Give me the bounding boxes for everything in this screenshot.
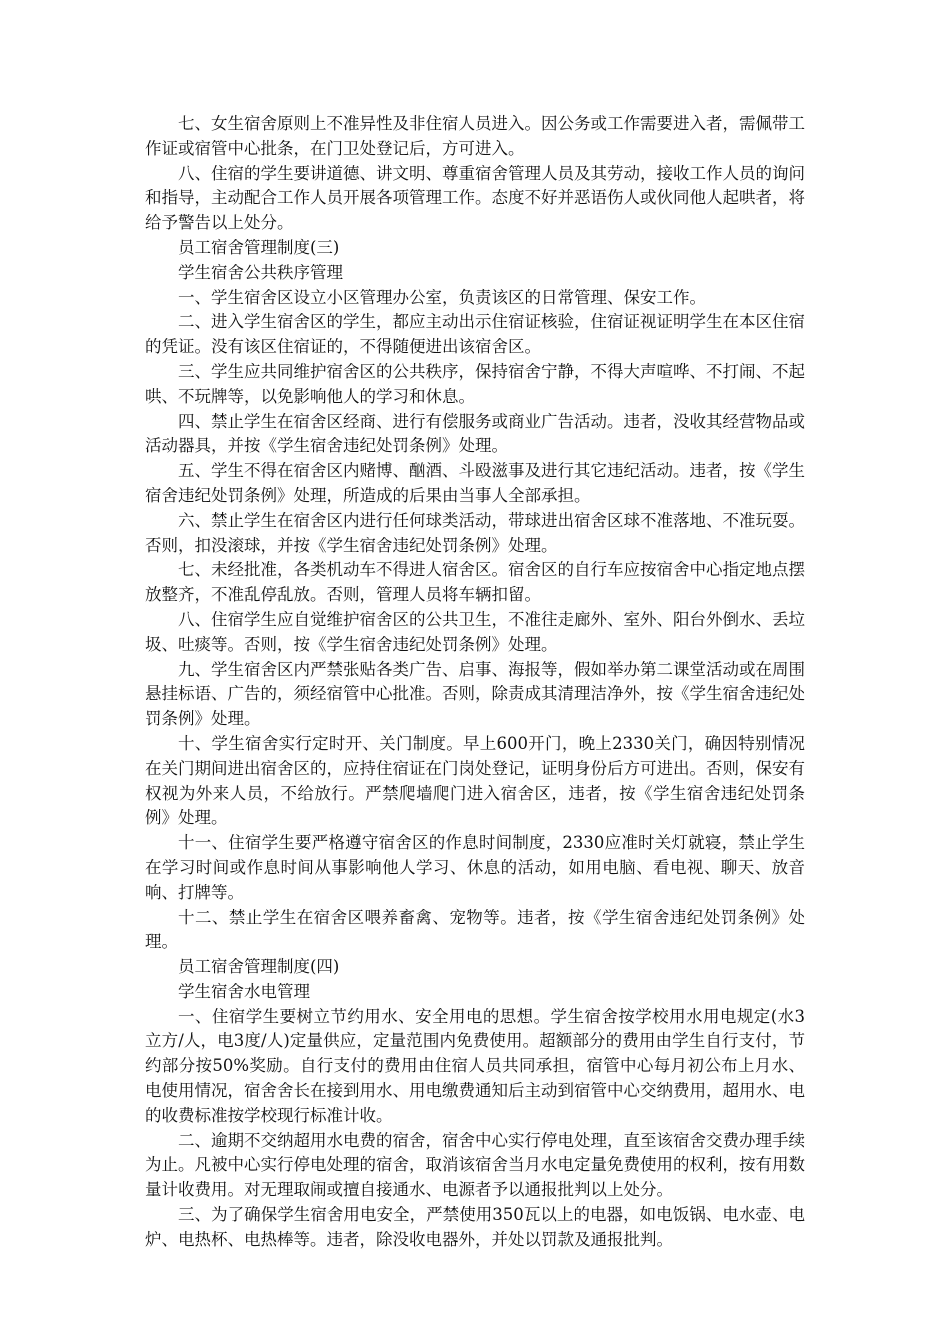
paragraph-utilities-rule-3: 三、为了确保学生宿舍用电安全，严禁使用350瓦以上的电器，如电饭锅、电水壶、电炉、电热杯、电热棒等。违者，除没收电器外，并处以罚款及通报批判。: [145, 1205, 805, 1249]
paragraph-order-rule-10: 十、学生宿舍实行定时开、关门制度。早上600开门，晚上2330关门，确因特别情况在关门期间进出宿舍区的，应持住宿证在门岗处登记，证明身份后方可进出。否则，保安有权视为外来人员，不给放行。严禁爬墙爬门进入宿舍区，违者，按《学生宿舍违纪处罚条例》处理。: [145, 733, 805, 828]
paragraph-utilities-rule-1: 一、住宿学生要树立节约用水、安全用电的思想。学生宿舍按学校用水用电规定(水3立方/人，电3度/人)定量供应，定量范围内免费使用。超额部分的费用由学生自行支付，节约部分按50%奖励。自行支付的费用由住宿人员共同承担，宿管中心每月初公布上月水、电使用情况，宿舍舍长在接到用水、用电缴费通知后主动到宿管中心交纳费用，超用水、电的收费标准按学校现行标准计收。: [145, 1006, 805, 1125]
paragraph-order-rule-3: 三、学生应共同维护宿舍区的公共秩序，保持宿舍宁静，不得大声喧哗、不打闹、不起哄、不玩牌等，以免影响他人的学习和休息。: [145, 361, 805, 406]
paragraph-order-rule-7: 七、未经批准，各类机动车不得进人宿舍区。宿舍区的自行车应按宿舍中心指定地点摆放整齐，不准乱停乱放。否则，管理人员将车辆扣留。: [145, 560, 805, 605]
paragraph-rule-8-conduct: 八、住宿的学生要讲道德、讲文明、尊重宿舍管理人员及其劳动，接收工作人员的询问和指导，主动配合工作人员开展各项管理工作。态度不好并恶语伤人或伙同他人起哄者，将给予警告以上处分。: [145, 163, 805, 233]
paragraph-utilities-rule-2: 二、逾期不交纳超用水电费的宿舍，宿舍中心实行停电处理，直至该宿舍交费办理手续为止。凡被中心实行停电处理的宿舍，取消该宿舍当月水电定量免费使用的权利，按有用数量计收费用。对无理取闹或擅自接通水、电源者予以通报批判以上处分。: [145, 1130, 805, 1200]
section-title-part-4: 员工宿舍管理制度(四): [178, 957, 340, 977]
paragraph-order-rule-5: 五、学生不得在宿舍区内赌博、酗酒、斗殴滋事及进行其它违纪活动。违者，按《学生宿舍违纪处罚条例》处理，所造成的后果由当事人全部承担。: [145, 461, 805, 505]
paragraph-rule-7-female-dorm: 七、女生宿舍原则上不准异性及非住宿人员进入。因公务或工作需要进入者，需佩带工作证或宿管中心批条，在门卫处登记后，方可进入。: [145, 114, 805, 158]
paragraph-order-rule-11: 十一、住宿学生要严格遵守宿舍区的作息时间制度，2330应准时关灯就寝，禁止学生在学习时间或作息时间从事影响他人学习、休息的活动，如用电脑、看电视、聊天、放音响、打牌等。: [145, 833, 805, 902]
paragraph-order-rule-9: 九、学生宿舍区内严禁张贴各类广告、启事、海报等，假如举办第二课堂活动或在周围悬挂标语、广告的，须经宿管中心批准。否则，除责成其清理洁净外，按《学生宿舍违纪处罚条例》处理。: [145, 659, 805, 729]
paragraph-order-rule-2: 二、进入学生宿舍区的学生，都应主动出示住宿证核验，住宿证视证明学生在本区住宿的凭证。没有该区住宿证的，不得随便进出该宿舍区。: [145, 312, 805, 357]
document-body: [145, 112, 805, 1253]
section-subtitle-utilities: 学生宿舍水电管理: [178, 981, 310, 1001]
paragraph-order-rule-1: 一、学生宿舍区设立小区管理办公室，负责该区的日常管理、保安工作。: [178, 287, 706, 307]
paragraph-order-rule-4: 四、禁止学生在宿舍区经商、进行有偿服务或商业广告活动。违者，没收其经营物品或活动器具，并按《学生宿舍违纪处罚条例》处理。: [145, 411, 805, 456]
section-subtitle-public-order: 学生宿舍公共秩序管理: [178, 262, 343, 282]
paragraph-order-rule-8: 八、住宿学生应自觉维护宿舍区的公共卫生，不准往走廊外、室外、阳台外倒水、丢垃圾、吐痰等。否则，按《学生宿舍违纪处罚条例》处理。: [145, 609, 805, 654]
paragraph-order-rule-6: 六、禁止学生在宿舍区内进行任何球类活动，带球进出宿舍区球不准落地、不准玩耍。否则，扣没滚球，并按《学生宿舍违纪处罚条例》处理。: [145, 510, 805, 555]
paragraph-order-rule-12: 十二、禁止学生在宿舍区喂养畜禽、宠物等。违者，按《学生宿舍违纪处罚条例》处理。: [145, 907, 805, 952]
section-title-part-3: 员工宿舍管理制度(三): [178, 237, 340, 257]
